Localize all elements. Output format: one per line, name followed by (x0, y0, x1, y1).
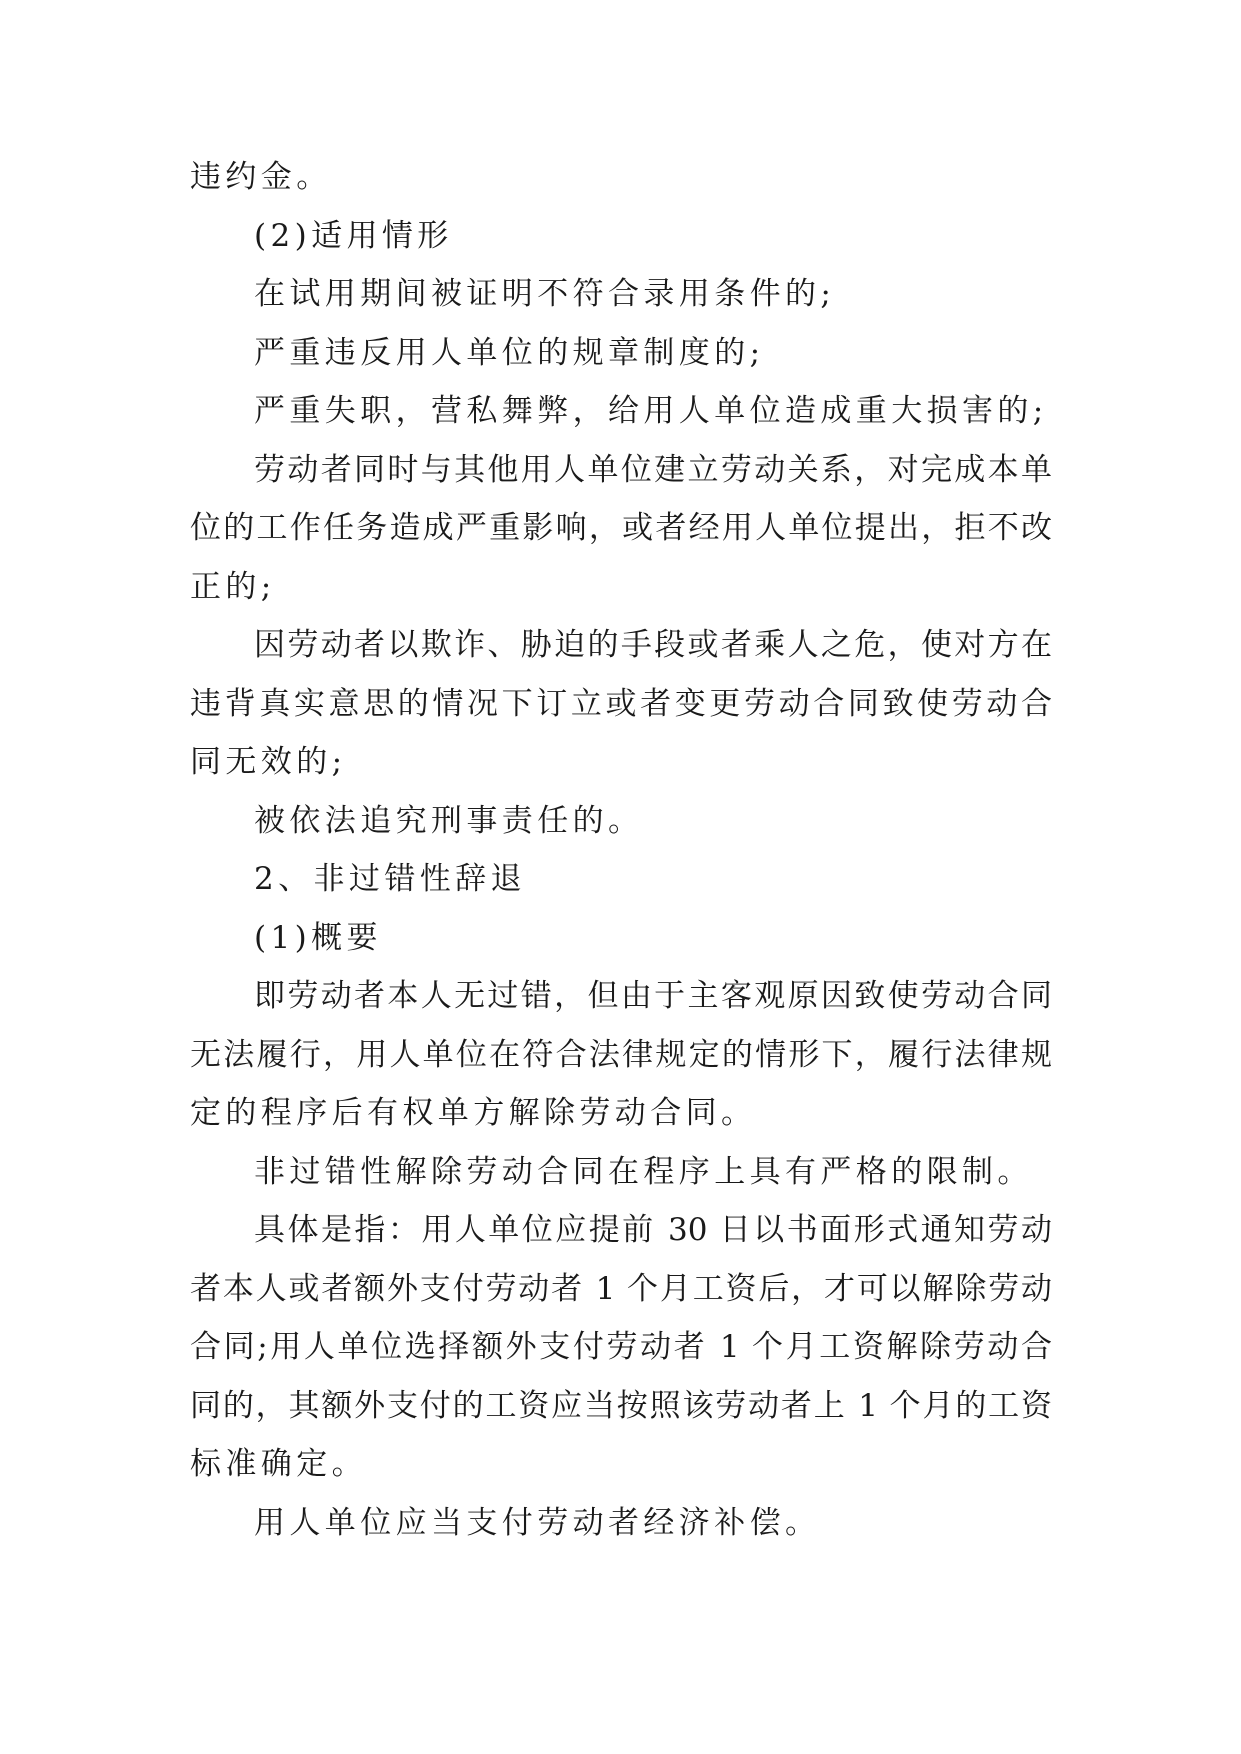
text-line: 具体是指：用人单位应提前 30 日以书面形式通知劳动 (254, 1212, 1052, 1248)
text-line: 同的，其额外支付的工资应当按照该劳动者上 1 个月的工资 (190, 1387, 1052, 1424)
text-line: 正的; (190, 568, 276, 605)
text-line: 位的工作任务造成严重影响，或者经用人单位提出，拒不改 (190, 510, 1052, 546)
text-line: 违约金。 (190, 159, 332, 195)
text-line: 因劳动者以欺诈、胁迫的手段或者乘人之危，使对方在 (254, 627, 1052, 663)
text-line: 同无效的; (190, 744, 347, 780)
text-line: 标准确定。 (190, 1446, 367, 1482)
section-heading: 2、非过错性辞退 (254, 861, 526, 897)
document-body (190, 148, 1052, 1552)
section-heading: (2)适用情形 (254, 217, 453, 254)
text-line: 在试用期间被证明不符合录用条件的; (254, 276, 836, 312)
text-line: 劳动者同时与其他用人单位建立劳动关系，对完成本单 (254, 451, 1052, 488)
text-line: 违背真实意思的情况下订立或者变更劳动合同致使劳动合 (190, 685, 1052, 722)
text-line: 严重失职，营私舞弊，给用人单位造成重大损害的; (254, 393, 1048, 429)
text-line: 合同;用人单位选择额外支付劳动者 1 个月工资解除劳动合 (190, 1329, 1052, 1365)
text-line: 无法履行，用人单位在符合法律规定的情形下，履行法律规 (190, 1036, 1052, 1073)
text-line: 者本人或者额外支付劳动者 1 个月工资后，才可以解除劳动 (190, 1270, 1052, 1307)
text-line: 非过错性解除劳动合同在程序上具有严格的限制。 (254, 1153, 1033, 1190)
text-line: 被依法追究刑事责任的。 (254, 802, 644, 839)
text-line: 即劳动者本人无过错，但由于主客观原因致使劳动合同 (254, 978, 1052, 1014)
section-heading: (1)概要 (254, 919, 382, 956)
text-line: 定的程序后有权单方解除劳动合同。 (190, 1095, 757, 1131)
text-line: 严重违反用人单位的规章制度的; (254, 334, 765, 371)
text-line: 用人单位应当支付劳动者经济补偿。 (254, 1504, 821, 1541)
